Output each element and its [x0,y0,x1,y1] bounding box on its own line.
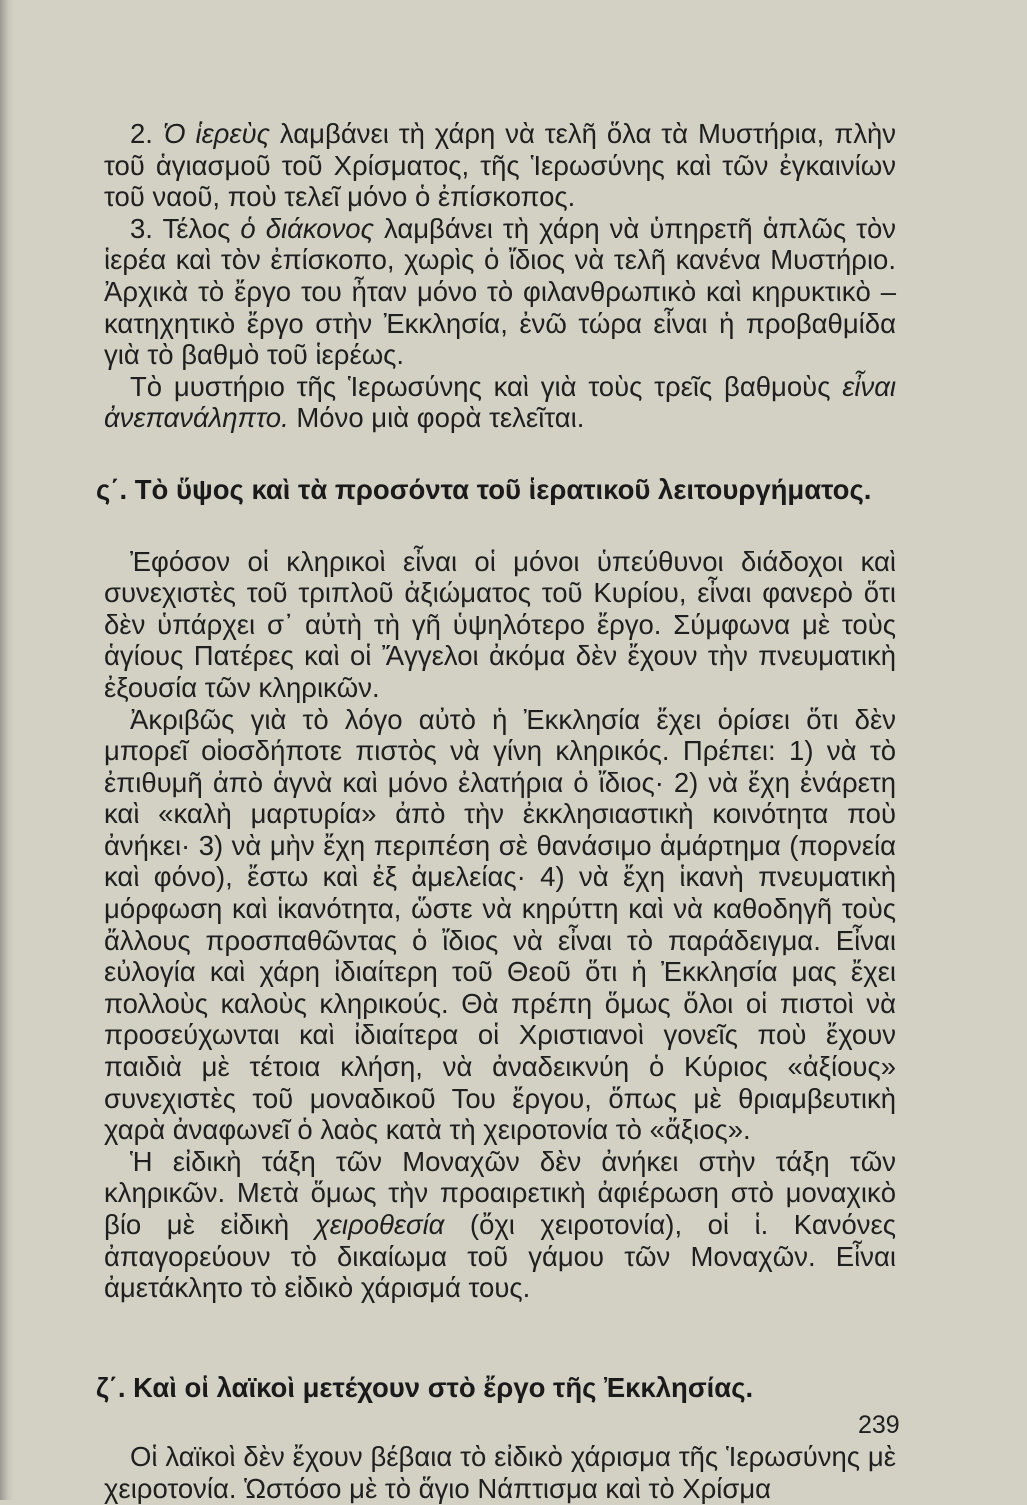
paragraph-clergy-requirements: Ἀκριβῶς γιὰ τὸ λόγο αὐτὸ ἡ Ἐκκλησία ἔχει ὁρίσει ὅτι δὲν μπορεῖ οἱοσδήποτε πιστὸς νὰ γίνη κληρικός. Πρέπει: 1) νὰ τὸ ἐπιθυμῆ ἀπὸ ἁγνὰ καὶ μόνο ἐλατήρια ὁ ἴδιος· 2) νὰ ἔχη ἐνάρετη καὶ «καλὴ μαρτυρία» ἀπὸ τὴν ἐκκλησιαστικὴ κοινότητα ποὺ ἀνήκει· 3) νὰ μὴν ἔχη περιπέση σὲ θανάσιμο ἁμάρτημα (πορνεία καὶ φόνο), ἔστω καὶ ἐξ ἀμελείας· 4) νὰ ἔχη ἱκανὴ πνευματικὴ μόρφωση καὶ ἱκανότητα, ὥστε νὰ κηρύττη καὶ νὰ καθοδηγῆ τοὺς ἄλλους προσπαθῶντας ὁ ἴδιος νὰ εἶναι τὸ παράδειγμα. Εἶναι εὐλογία καὶ χάρη ἰδιαίτερη τοῦ Θεοῦ ὅτι ἡ Ἐκκλησία μας ἔχει πολλοὺς καλοὺς κληρικούς. Θὰ πρέπη ὅμως ὅλοι οἱ πιστοὶ νὰ προσεύχωνται καὶ ἰδιαίτερα οἱ Χριστιανοὶ γονεῖς ποὺ ἔχουν παιδιὰ μὲ τέτοια κλήση, νὰ ἀναδεικνύη ὁ Κύριος «ἀξίους» συνεχιστὲς τοῦ μοναδικοῦ Του ἔργου, ὅπως μὲ θριαμβευτικὴ χαρὰ ἀναφωνεῖ ὁ λαὸς κατὰ τὴ χειροτονία τὸ «ἄξιος». [104,703,896,1146]
term-priest: Ὁ ἱερεὺς [162,118,271,149]
section-heading-zeta: ζ΄. Καὶ οἱ λαϊκοὶ μετέχουν στὸ ἔργο τῆς Ἐκκλησίας. [96,1371,754,1403]
term-unrepeatable: εἶναι ἀνεπανάληπτο. [104,370,896,434]
paragraph-laity: Οἱ λαϊκοὶ δὲν ἔχουν βέβαια τὸ εἰδικὸ χάρισμα τῆς Ἱερωσύνης μὲ χειροτονία. Ὡστόσο μὲ τὸ ἅγιο Νάπτισμα καὶ τὸ Χρίσμα [104,1441,896,1504]
page-gutter [0,0,14,1500]
term-deacon: ὁ διάκονος [240,212,374,244]
paragraph-deacon: 3. Τέλος ὁ διάκονος λαμβάνει τὴ χάρη νὰ ὑπηρετῆ ἁπλῶς τὸν ἱερέα καὶ τὸν ἐπίσκοπο, χωρὶς ὁ ἴδιος νὰ τελῆ κανένα Μυστήριο. Ἀρχικὰ τὸ ἔργο του ἦταν μόνο τὸ φιλανθρωπικὸ καὶ κηρυκτικὸ – κατηχητικὸ ἔργο στὴν Ἐκκλησία, ἐνῶ τώρα εἶναι ἡ προβαθμίδα γιὰ τὸ βαθμὸ τοῦ ἱερέως. [104,212,897,371]
page-body [96,118,897,1505]
term-cheirothesia: χειροθεσία [314,1209,445,1240]
paragraph-monks: Ἡ εἰδικὴ τάξη τῶν Μοναχῶν δὲν ἀνήκει στὴν τάξη τῶν κληρικῶν. Μετὰ ὅμως τὴν προαιρετικὴ ἀφιέρωση στὸ μοναχικὸ βίο μὲ εἰδικὴ χειροθεσία (ὄχι χειροτονία), οἱ ἱ. Κανόνες ἀπαγορεύουν τὸ δικαίωμα τοῦ γάμου τῶν Μοναχῶν. Εἶναι ἀμετάκλητο τὸ εἰδικὸ χάρισμά τους. [104,1145,897,1304]
section-heading-stigma: ς΄. Τὸ ὕψος καὶ τὰ προσόντα τοῦ ἱερατικοῦ λειτουργήματος. [96,473,872,505]
paragraph-unrepeatable: Τὸ μυστήριο τῆς Ἱερωσύνης καὶ γιὰ τοὺς τρεῖς βαθμοὺς εἶναι ἀνεπανάληπτο. Μόνο μιὰ φορὰ τελεῖται. [104,370,896,434]
page-number: 239 [858,1411,900,1439]
paragraph-priest: 2. Ὁ ἱερεὺς λαμβάνει τὴ χάρη νὰ τελῆ ὅλα τὰ Μυστήρια, πλὴν τοῦ ἁγιασμοῦ τοῦ Χρίσματος, τῆς Ἱερωσύνης καὶ τῶν ἐγκαινίων τοῦ ναοῦ, ποὺ τελεῖ μόνο ὁ ἐπίσκοπος. [104,118,896,213]
paragraph-clergy-dignity: Ἐφόσον οἱ κληρικοὶ εἶναι οἱ μόνοι ὑπεύθυνοι διάδοχοι καὶ συνεχιστὲς τοῦ τριπλοῦ ἀξιώματος τοῦ Κυρίου, εἶναι φανερὸ ὅτι δὲν ὑπάρχει σ᾽ αὐτὴ τὴ γῆ ὑψηλότερο ἔργο. Σύμφωνα μὲ τοὺς ἁγίους Πατέρες καὶ οἱ Ἄγγελοι ἀκόμα δὲν ἔχουν τὴν πνευματικὴ ἐξουσία τῶν κληρικῶν. [104,545,896,703]
